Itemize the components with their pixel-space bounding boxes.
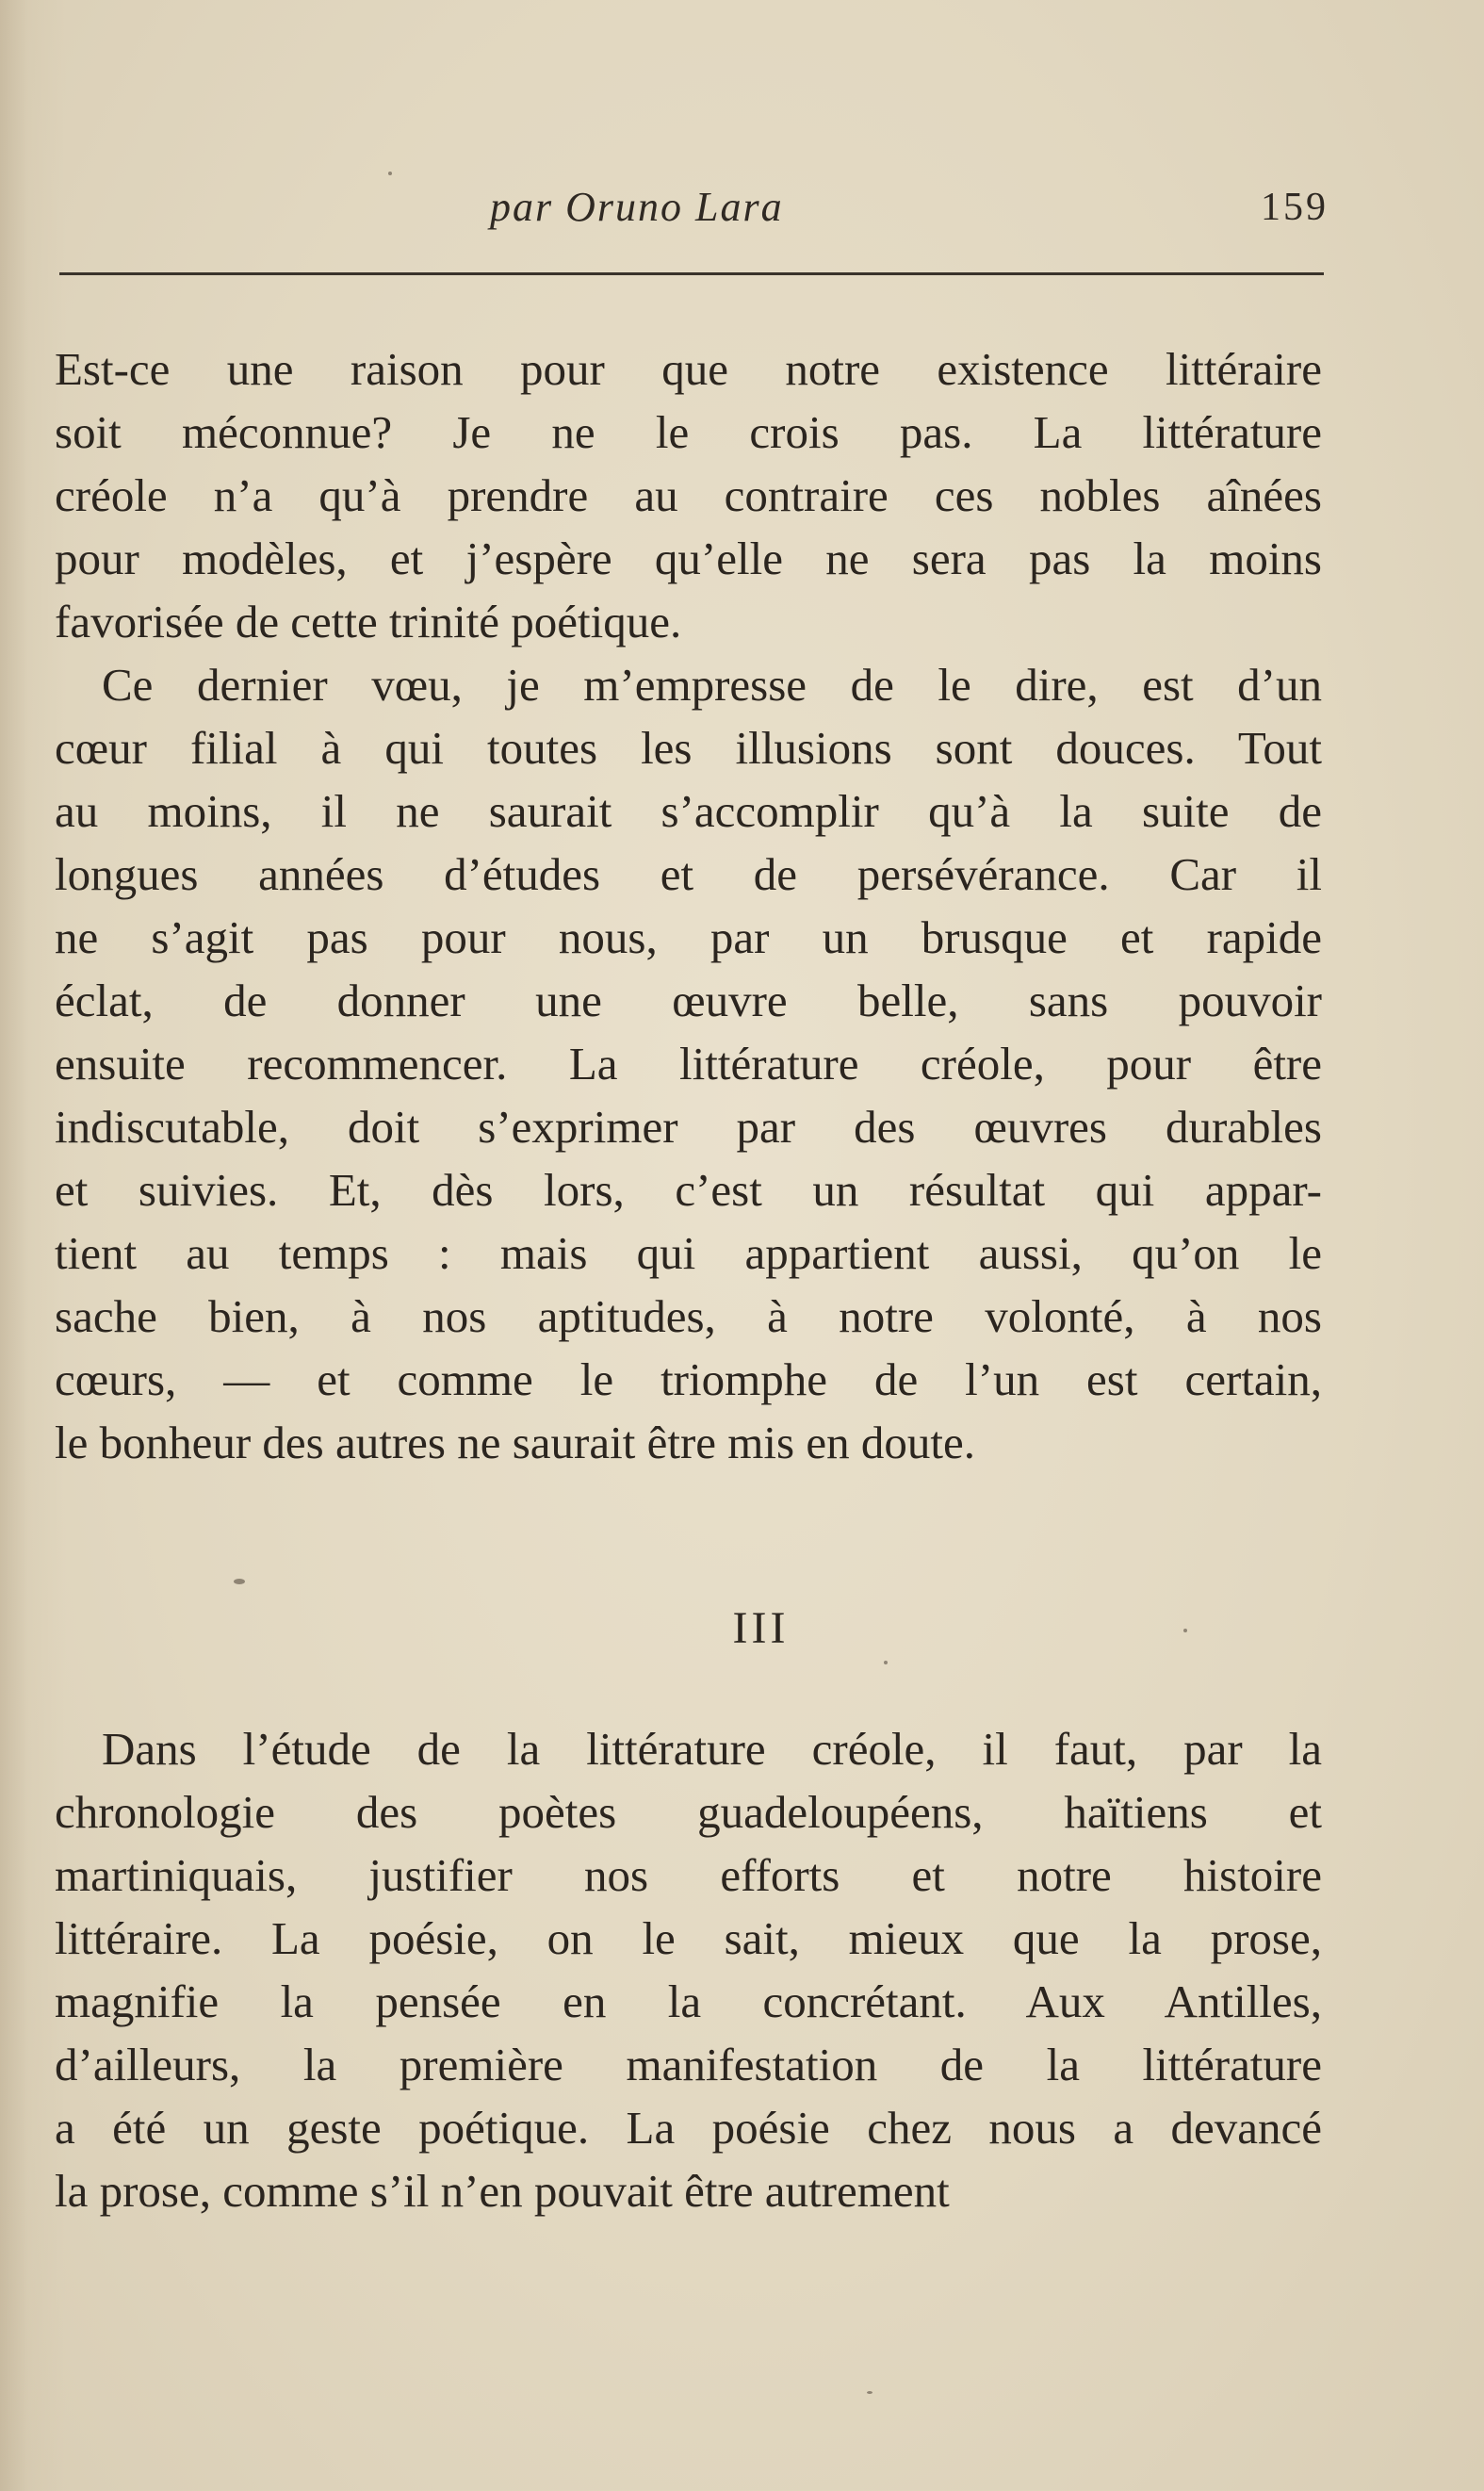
text-line: éclat, de donner une œuvre belle, sans pouvoir <box>55 975 1322 1026</box>
text-line: cœurs, — et comme le triomphe de l’un est certain, <box>55 1353 1322 1405</box>
paragraph-3 <box>55 1717 1322 2222</box>
paper-speck <box>1183 1629 1187 1632</box>
paragraph-2 <box>55 653 1322 1474</box>
text-line: d’ailleurs, la première manifestation de la littérature <box>55 2039 1322 2090</box>
text-line: longues années d’études et de persévérance. Car il <box>55 848 1322 900</box>
text-line: pour modèles, et j’espère qu’elle ne sera pas la moins <box>55 533 1322 584</box>
running-head-title: par Oruno Lara <box>490 184 784 230</box>
paper-speck <box>867 2391 872 2394</box>
text-line: ensuite recommencer. La littérature créole, pour être <box>55 1038 1322 1090</box>
text-line: créole n’a qu’à prendre au contraire ces nobles aînées <box>55 469 1322 521</box>
paper-speck <box>234 1579 245 1584</box>
text-line: au moins, il ne saurait s’accomplir qu’à la suite de <box>55 785 1322 837</box>
text-line: chronologie des poètes guadeloupéens, haïtiens et <box>55 1786 1322 1838</box>
text-line: littéraire. La poésie, on le sait, mieux que la prose, <box>55 1912 1322 1964</box>
header-rule <box>59 272 1324 275</box>
text-block-lower <box>55 1717 1322 2222</box>
text-line: favorisée de cette trinité poétique. <box>55 596 682 647</box>
text-line: tient au temps : mais qui appartient aussi, qu’on le <box>55 1227 1322 1279</box>
text-line: magnifie la pensée en la concrétant. Aux Antilles, <box>55 1975 1322 2027</box>
page-number: 159 <box>1261 186 1329 229</box>
running-head <box>57 174 1329 240</box>
text-line: Ce dernier vœu, je m’empresse de le dire, est d’un <box>102 659 1322 711</box>
paper-speck <box>388 172 392 175</box>
text-line: ne s’agit pas pour nous, par un brusque et rapide <box>55 911 1322 963</box>
text-line: a été un geste poétique. La poésie chez nous a devancé <box>55 2102 1322 2154</box>
text-block-upper <box>55 337 1322 1474</box>
paragraph-1 <box>55 337 1322 653</box>
text-line: sache bien, à nos aptitudes, à notre volonté, à nos <box>55 1290 1322 1342</box>
paper-speck <box>884 1661 888 1664</box>
text-line: indiscutable, doit s’exprimer par des œuvres durables <box>55 1101 1322 1153</box>
text-line: cœur filial à qui toutes les illusions sont douces. Tout <box>55 722 1322 774</box>
section-heading: III <box>732 1603 790 1653</box>
text-line: et suivies. Et, dès lors, c’est un résultat qui appar- <box>55 1164 1322 1216</box>
text-line: Dans l’étude de la littérature créole, il faut, par la <box>102 1723 1322 1775</box>
text-line: la prose, comme s’il n’en pouvait être autrement <box>55 2165 950 2217</box>
text-line: martiniquais, justifier nos efforts et notre histoire <box>55 1849 1322 1901</box>
text-line: le bonheur des autres ne saurait être mis en doute. <box>55 1417 975 1468</box>
text-line: Est-ce une raison pour que notre existence littéraire <box>55 343 1322 395</box>
text-line: soit méconnue? Je ne le crois pas. La littérature <box>55 406 1322 458</box>
